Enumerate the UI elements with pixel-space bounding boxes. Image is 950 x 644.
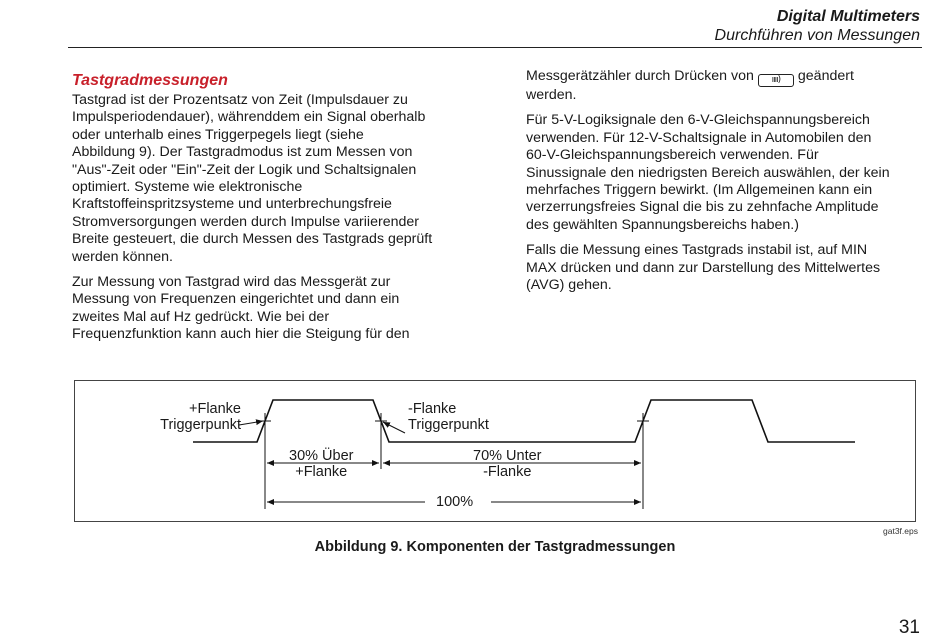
paragraph-continuation	[526, 68, 926, 104]
right-column	[526, 68, 926, 302]
label-100-percent: 100%	[436, 494, 474, 510]
section-heading: Tastgradmessungen	[72, 72, 228, 89]
label-plus-flank-trigger: +Flanke Triggerpunkt	[160, 401, 241, 433]
leader-minus-flank	[383, 422, 405, 433]
paragraph-duty-cycle-definition: Tastgrad ist der Prozentsatz von Zeit (Impulsdauer zu Impulsperiodendauer), währenddem ein Signal oberhalb oder unterhalb eines Triggerpegels liegt (siehe Abbildung 9). Der Tastgradmodus ist zum Messen von "Aus"-Zeit oder "Ein"-Zeit der Logik und Schaltsignalen optimiert. Systeme wie elektronische Kraftstoffeinspritzsysteme und unterbrechungsfreie Stromversorgungen werden durch Impulse variierender Breite gesteuert, die durch Messen des Tastgrads geprüft werden können.	[72, 92, 433, 265]
leader-plus-flank	[239, 421, 263, 425]
label-30-percent: 30% Über +Flanke	[289, 448, 354, 480]
continuation-text-after: geändert	[797, 68, 854, 84]
paragraph-minmax: Falls die Messung eines Tastgrads instabil ist, auf MIN MAX drücken und dann zur Darstellung des Mittelwertes (AVG) gehen.	[526, 242, 881, 294]
label-minus-flank-trigger: -Flanke Triggerpunkt	[408, 401, 489, 433]
pulse-waveform	[193, 400, 855, 442]
paragraph-measurement-setup: Zur Messung von Tastgrad wird das Messgerät zur Messung von Frequenzen eingerichtet und dann ein zweites Mal auf Hz gedrückt. Wie bei der Frequenzfunktion kann auch hier die Steigung für den	[72, 274, 410, 343]
label-70-percent: 70% Unter -Flanke	[473, 448, 542, 480]
paragraph-range-selection: Für 5-V-Logiksignale den 6-V-Gleichspannungsbereich verwenden. Für 12-V-Schaltsignale in Automobilen den 60-V-Gleichspannungsbereich verwenden. Für Sinussignale den niedrigsten Bereich auswählen, der kein mehrfaches Triggern bewirkt. (Im Allgemeinen kann ein verzerrungsfreies Signal die bis zu zehnfache Amplitude des gewählten Spannungsbereichs haben.)	[526, 112, 890, 233]
continuation-text: Messgerätzähler durch Drücken von	[526, 68, 754, 84]
duty-cycle-figure	[74, 380, 916, 522]
figure-caption: Abbildung 9. Komponenten der Tastgradmessungen	[314, 539, 676, 555]
left-column	[72, 70, 482, 352]
page-number: 31	[898, 617, 920, 638]
beeper-button-icon: ıııı)	[758, 74, 794, 87]
header-subtitle: Durchführen von Messungen	[714, 27, 920, 44]
header-rule	[68, 47, 922, 48]
header-title: Digital Multimeters	[776, 8, 920, 25]
continuation-line2: werden.	[526, 87, 577, 103]
figure-file-reference: gat3f.eps	[883, 526, 918, 536]
